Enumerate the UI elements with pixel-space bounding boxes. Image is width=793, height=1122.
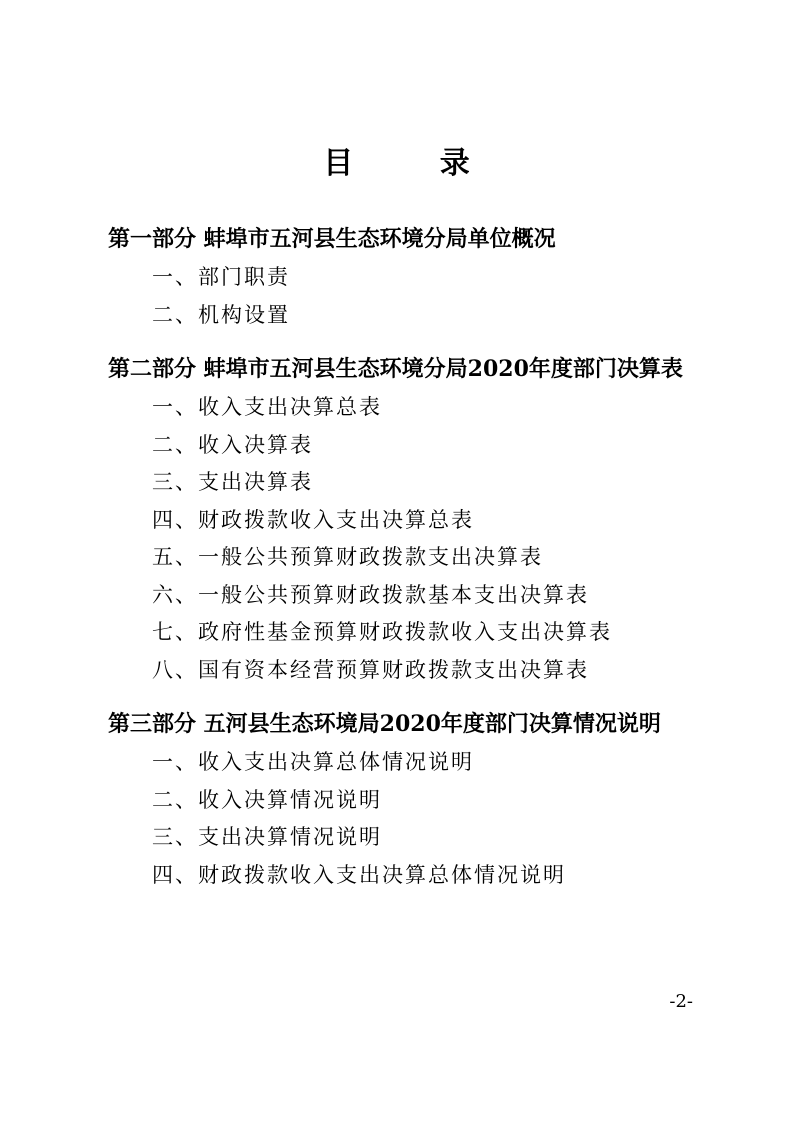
part-3-item-2: 二、收入决算情况说明 xyxy=(152,787,382,812)
part-1-heading: 第一部分 蚌埠市五河县生态环境分局单位概况 xyxy=(108,226,556,252)
page-number: -2- xyxy=(669,991,693,1012)
part-2-item-8: 八、国有资本经营预算财政拨款支出决算表 xyxy=(152,657,589,682)
part-3-heading: 第三部分 五河县生态环境局2020年度部门决算情况说明 xyxy=(108,711,661,737)
part-1-item-1: 一、部门职责 xyxy=(152,265,290,289)
part-2-item-2: 二、收入决算表 xyxy=(152,432,313,457)
part-2-item-3: 三、支出决算表 xyxy=(152,470,313,494)
part-3-item-1: 一、收入支出决算总体情况说明 xyxy=(152,750,474,774)
part-2-heading: 第二部分 蚌埠市五河县生态环境分局2020年度部门决算表 xyxy=(108,356,683,382)
part-1-item-2: 二、机构设置 xyxy=(152,302,290,327)
table-of-contents xyxy=(108,220,698,894)
part-2-item-6: 六、一般公共预算财政拨款基本支出决算表 xyxy=(152,582,589,607)
part-2-item-1: 一、收入支出决算总表 xyxy=(152,395,382,419)
toc-title: 目 录 xyxy=(323,146,508,181)
part-2-item-4: 四、财政拨款收入支出决算总表 xyxy=(152,507,474,532)
part-3-item-4: 四、财政拨款收入支出决算总体情况说明 xyxy=(152,862,566,887)
part-2-item-7: 七、政府性基金预算财政拨款收入支出决算表 xyxy=(152,620,612,644)
part-2-item-5: 五、一般公共预算财政拨款支出决算表 xyxy=(152,545,543,569)
part-3-item-3: 三、支出决算情况说明 xyxy=(152,825,382,849)
